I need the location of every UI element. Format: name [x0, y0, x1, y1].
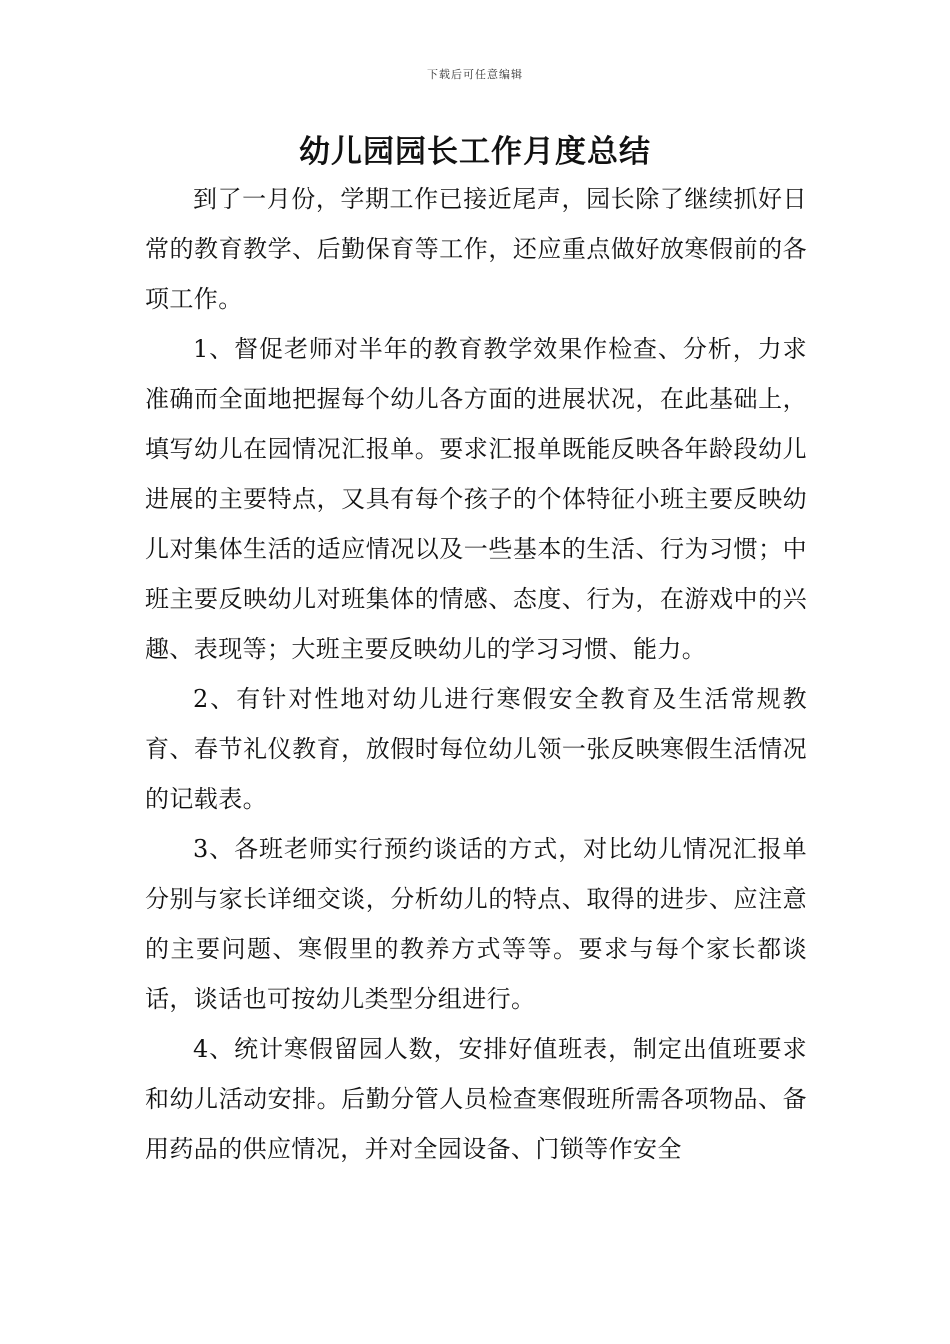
- paragraph-item-1: 1、督促老师对半年的教育教学效果作检查、分析，力求准确而全面地把握每个幼儿各方面的进展状况，在此基础上，填写幼儿在园情况汇报单。要求汇报单既能反映各年龄段幼儿进展的主要特点，又具有每个孩子的个体特征小班主要反映幼儿对集体生活的适应情况以及一些基本的生活、行为习惯；中班主要反映幼儿对班集体的情感、态度、行为，在游戏中的兴趣、表现等；大班主要反映幼儿的学习习惯、能力。: [145, 335, 807, 663]
- header-note: 下载后可任意编辑: [427, 68, 523, 81]
- document-body: [145, 174, 807, 1174]
- paragraph-item-2: 2、有针对性地对幼儿进行寒假安全教育及生活常规教育、春节礼仪教育，放假时每位幼儿领一张反映寒假生活情况的记载表。: [145, 685, 807, 813]
- paragraph-intro: 到了一月份，学期工作已接近尾声，园长除了继续抓好日常的教育教学、后勤保育等工作，还应重点做好放寒假前的各项工作。: [145, 185, 807, 313]
- paragraph-item-3: 3、各班老师实行预约谈话的方式，对比幼儿情况汇报单分别与家长详细交谈，分析幼儿的特点、取得的进步、应注意的主要问题、寒假里的教养方式等等。要求与每个家长都谈话，谈话也可按幼儿类型分组进行。: [145, 835, 807, 1013]
- paragraph-item-4: 4、统计寒假留园人数，安排好值班表，制定出值班要求和幼儿活动安排。后勤分管人员检查寒假班所需各项物品、备用药品的供应情况，并对全园设备、门锁等作安全: [145, 1035, 807, 1163]
- document-title: 幼儿园园长工作月度总结: [299, 134, 651, 170]
